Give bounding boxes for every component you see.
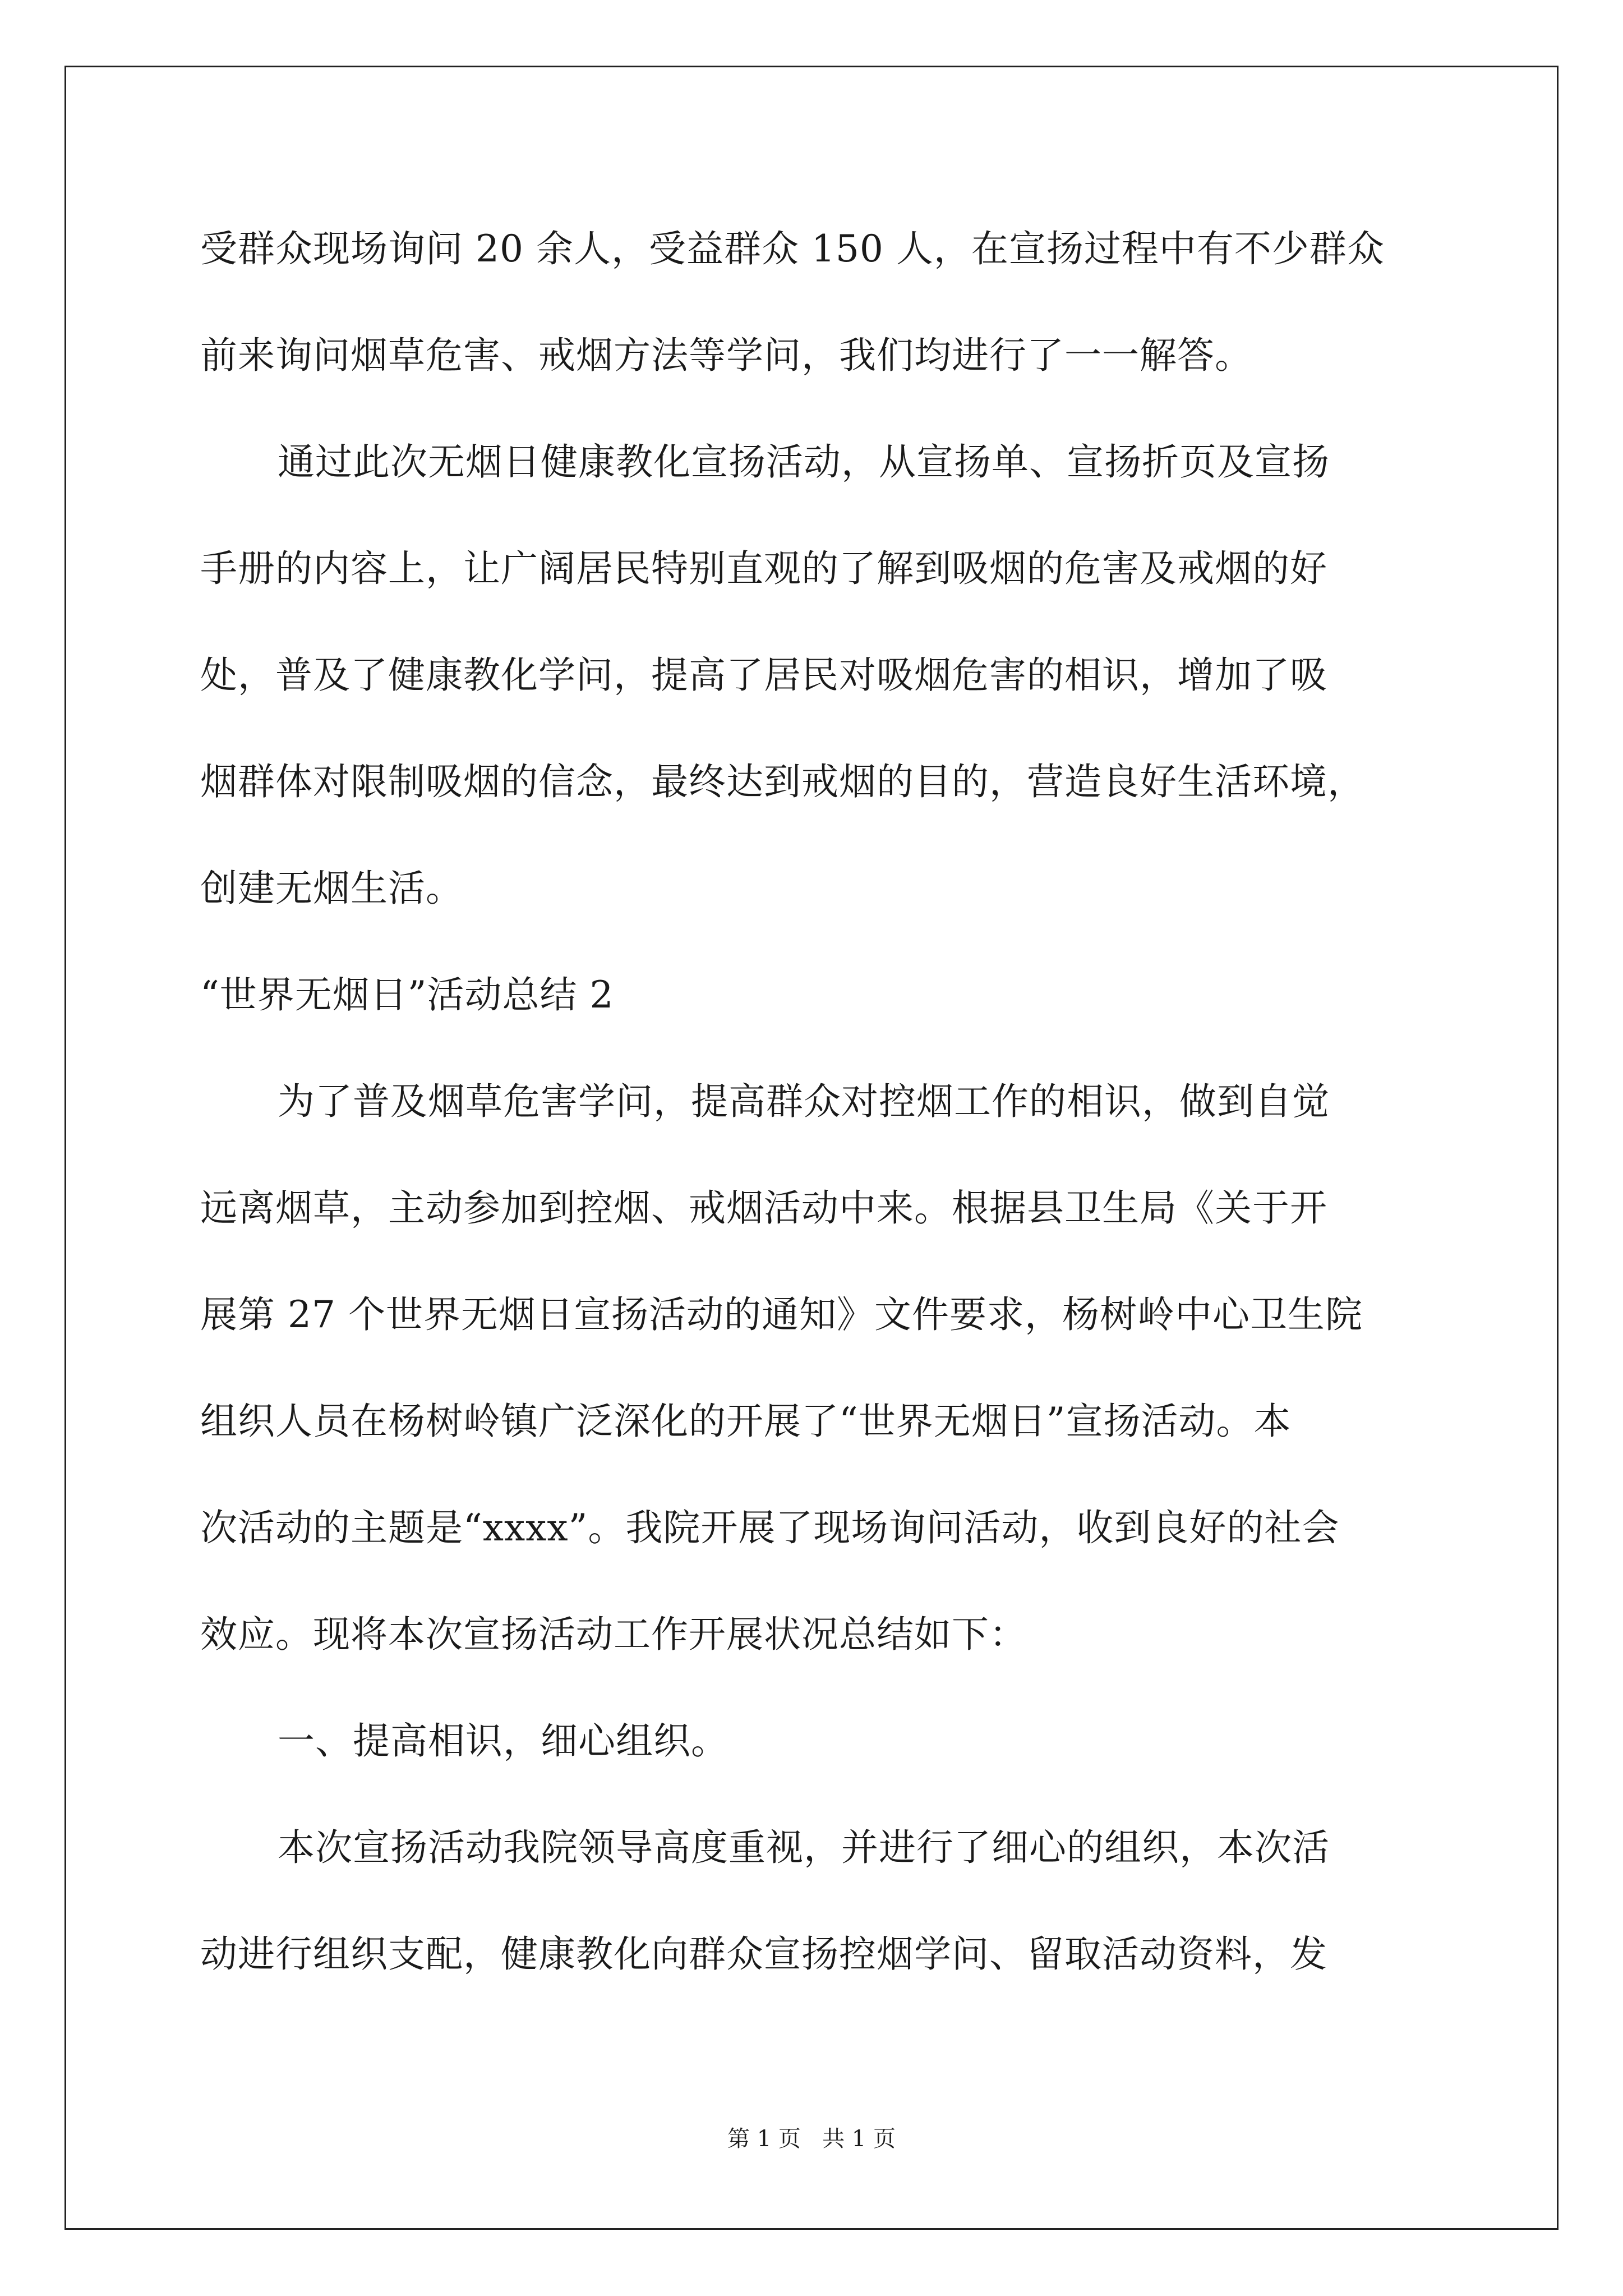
paragraph-start-line: 本次宣扬活动我院领导高度重视，并进行了细心的组织，本次活 xyxy=(278,1826,1330,1869)
page-border xyxy=(64,66,1559,2230)
section-heading: “世界无烟日”活动总结 2 xyxy=(200,973,614,1016)
body-text-line: 展第 27 个世界无烟日宣扬活动的通知》文件要求，杨树岭中心卫生院 xyxy=(200,1293,1363,1336)
body-text-line: 远离烟草，主动参加到控烟、戒烟活动中来。根据县卫生局《关于开 xyxy=(200,1186,1327,1230)
body-text-line: 动进行组织支配，健康教化向群众宣扬控烟学问、留取活动资料，发 xyxy=(200,1932,1327,1976)
body-text-line: 前来询问烟草危害、戒烟方法等学问，我们均进行了一一解答。 xyxy=(200,334,1252,377)
page-footer: 第 1 页 共 1 页 xyxy=(727,2126,896,2152)
paragraph-start-line: 通过此次无烟日健康教化宣扬活动，从宣扬单、宣扬折页及宣扬 xyxy=(278,440,1330,484)
subsection-heading: 一、提高相识，细心组织。 xyxy=(278,1719,728,1763)
body-text-line: 效应。现将本次宣扬活动工作开展状况总结如下： xyxy=(200,1613,1027,1656)
body-text-line: 组织人员在杨树岭镇广泛深化的开展了“世界无烟日”宣扬活动。本 xyxy=(200,1400,1292,1443)
body-text-line: 创建无烟生活。 xyxy=(200,867,463,910)
body-text-line: 烟群体对限制吸烟的信念，最终达到戒烟的目的，营造良好生活环境， xyxy=(200,760,1365,803)
body-text-line: 次活动的主题是“xxxx”。我院开展了现场询问活动，收到良好的社会 xyxy=(200,1506,1340,1549)
body-text-line: 受群众现场询问 20 余人，受益群众 150 人，在宣扬过程中有不少群众 xyxy=(200,227,1385,270)
body-text-line: 手册的内容上，让广阔居民特别直观的了解到吸烟的危害及戒烟的好 xyxy=(200,547,1327,590)
paragraph-start-line: 为了普及烟草危害学问，提高群众对控烟工作的相识，做到自觉 xyxy=(278,1080,1330,1123)
body-text-line: 处，普及了健康教化学问，提高了居民对吸烟危害的相识，增加了吸 xyxy=(200,654,1327,697)
